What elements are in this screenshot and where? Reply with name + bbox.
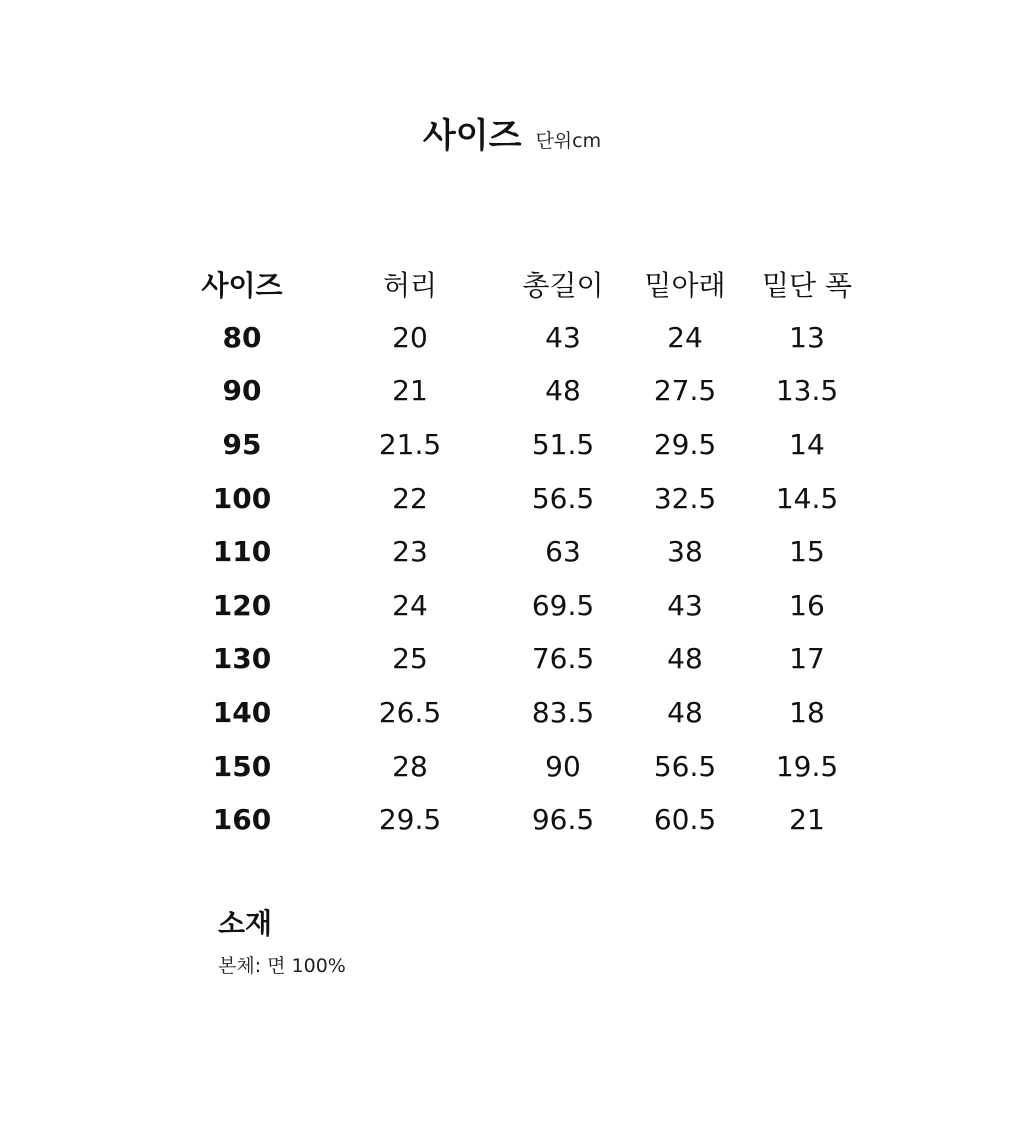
measurement-cell: 48 xyxy=(667,696,703,730)
measurement-cell: 69.5 xyxy=(531,588,595,622)
measurement-cell: 21 xyxy=(392,374,428,408)
measurement-cell: 29.5 xyxy=(653,428,717,462)
size-cell: 140 xyxy=(212,696,272,730)
measurement-cell: 28 xyxy=(392,749,428,783)
measurement-cell: 51.5 xyxy=(531,428,595,462)
table-row xyxy=(172,471,862,525)
measurement-cell: 48 xyxy=(667,642,703,676)
measurement-cell: 96.5 xyxy=(531,803,595,837)
measurement-cell: 38 xyxy=(667,535,703,569)
title-row xyxy=(0,108,1024,157)
measurement-cell: 15 xyxy=(789,535,825,569)
measurement-cell: 13.5 xyxy=(775,374,839,408)
column-header-total-length: 총길이 xyxy=(522,268,604,302)
measurement-cell: 18 xyxy=(789,696,825,730)
table-row xyxy=(172,418,862,472)
measurement-cell: 23 xyxy=(392,535,428,569)
table-row xyxy=(172,632,862,686)
measurement-cell: 16 xyxy=(789,588,825,622)
measurement-cell: 60.5 xyxy=(653,803,717,837)
size-cell: 110 xyxy=(212,535,272,569)
size-cell: 100 xyxy=(212,481,272,515)
measurement-cell: 20 xyxy=(392,320,428,354)
measurement-cell: 29.5 xyxy=(378,803,442,837)
material-text: 본체: 면 100% xyxy=(218,955,346,977)
size-cell: 160 xyxy=(212,803,272,837)
measurement-cell: 56.5 xyxy=(653,749,717,783)
measurement-cell: 27.5 xyxy=(653,374,717,408)
measurement-cell: 25 xyxy=(392,642,428,676)
measurement-cell: 43 xyxy=(667,588,703,622)
measurement-cell: 32.5 xyxy=(653,481,717,515)
measurement-cell: 83.5 xyxy=(531,696,595,730)
table-row xyxy=(172,793,862,847)
measurement-cell: 56.5 xyxy=(531,481,595,515)
column-header-waist: 허리 xyxy=(382,268,438,302)
measurement-cell: 48 xyxy=(545,374,581,408)
size-cell: 150 xyxy=(212,749,272,783)
measurement-cell: 26.5 xyxy=(378,696,442,730)
table-row xyxy=(172,364,862,418)
measurement-cell: 24 xyxy=(392,588,428,622)
measurement-cell: 14.5 xyxy=(775,481,839,515)
table-header-row xyxy=(172,257,862,311)
table-row xyxy=(172,311,862,365)
material-heading: 소재 xyxy=(218,907,273,940)
measurement-cell: 19.5 xyxy=(775,749,839,783)
unit-label: 단위cm xyxy=(535,130,602,152)
measurement-cell: 76.5 xyxy=(531,642,595,676)
size-cell: 130 xyxy=(212,642,272,676)
measurement-cell: 17 xyxy=(789,642,825,676)
size-cell: 80 xyxy=(222,320,262,354)
table-row xyxy=(172,579,862,633)
measurement-cell: 13 xyxy=(789,320,825,354)
table-row xyxy=(172,686,862,740)
measurement-cell: 90 xyxy=(545,749,581,783)
measurement-cell: 21.5 xyxy=(378,428,442,462)
measurement-cell: 63 xyxy=(545,535,581,569)
page-title: 사이즈 xyxy=(422,116,522,156)
table-row xyxy=(172,525,862,579)
measurement-cell: 21 xyxy=(789,803,825,837)
measurement-cell: 22 xyxy=(392,481,428,515)
size-cell: 90 xyxy=(222,374,262,408)
size-table-body xyxy=(172,311,862,847)
measurement-cell: 24 xyxy=(667,320,703,354)
size-table xyxy=(172,257,862,847)
measurement-cell: 14 xyxy=(789,428,825,462)
table-row xyxy=(172,739,862,793)
column-header-hem-width: 밑단 폭 xyxy=(761,268,853,302)
column-header-size: 사이즈 xyxy=(201,268,283,302)
size-cell: 120 xyxy=(212,588,272,622)
column-header-rise: 밑아래 xyxy=(644,268,726,302)
size-cell: 95 xyxy=(222,428,262,462)
measurement-cell: 43 xyxy=(545,320,581,354)
